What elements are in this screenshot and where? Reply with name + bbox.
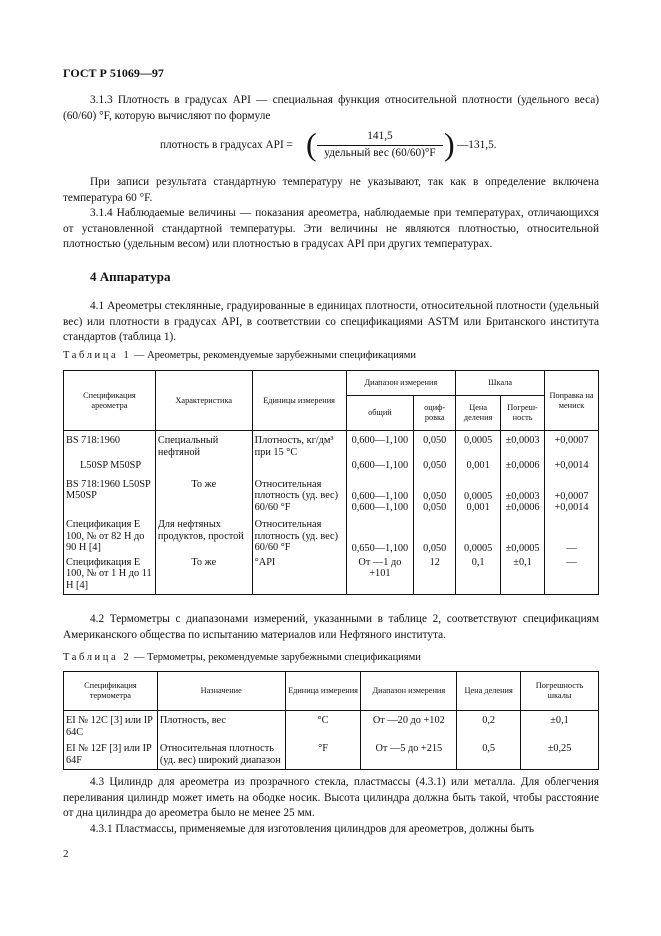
paragraph-3-1-4: 3.1.4 Наблюдаемые величины — показания ареометра, наблюдаемые при температурах, отличающихся от установленной стандартной температуры. Эти величины не являются плотностью, относительной плотностью (удельным весом) или плотностью в градусах API при других температурах. [63, 207, 599, 251]
cell-div: 0,0005 [456, 515, 501, 556]
cell-div: 0,0005 [456, 431, 501, 460]
formula-left-paren: ( [306, 126, 317, 162]
th-characteristic: Характеристика [155, 371, 252, 431]
cell-corr: +0,0007 [545, 431, 599, 460]
document-header: ГОСТ Р 51069—97 [63, 66, 164, 80]
cell-spec: BS 718:1960 [64, 431, 156, 460]
cell-spec: Спецификация Е 100, № от 82 Н до 90 Н [4] [64, 515, 156, 556]
cell-unit: °F [285, 739, 361, 770]
cell-spec: EI № 12С [3] или IP 64С [64, 711, 158, 740]
cell-units [252, 459, 346, 473]
cell-purpose: Плотность, вес [157, 711, 285, 740]
formula-tail: —131,5. [457, 139, 497, 151]
cell-corr: +0,0014 [545, 459, 599, 473]
paragraph-4-3: 4.3 Цилиндр для ареометра из прозрачного стекла, пластмассы (4.3.1) или металла. Для облегчения переливания цилиндр может иметь на ободке носик. Высота цилиндра должна быть такой, чтобы расстояние от дна цилиндра до ареометра было не менее 25 мм. [63, 776, 599, 820]
cell-corr: — [545, 515, 599, 556]
th-correction: Поправка на мениск [545, 371, 599, 431]
paragraph-3-1-3: 3.1.3 Плотность в градусах API — специальная функция относительной плотности (удельного веса) (60/60) °F, которую вычисляют по формуле [63, 94, 599, 122]
formula-right-paren: ) [444, 126, 455, 162]
cell-corr: +0,0007 +0,0014 [545, 473, 599, 515]
cell-total: 0,650—1,100 [346, 515, 414, 556]
table-row [64, 711, 599, 740]
th-unit: Единица измерения [285, 672, 361, 711]
th-purpose: Назначение [157, 672, 285, 711]
table1-caption-text: — Ареометры, рекомендуемые зарубежными спецификациями [131, 350, 416, 361]
cell-range: От —5 до +215 [361, 739, 457, 770]
paragraph-4-2: 4.2 Термометры с диапазонами измерений, указанными в таблице 2, соответствуют спецификациям Американского общества по испытанию материалов или Нефтяного института. [63, 613, 599, 641]
cell-units: Относительная плотность (уд. вес) 60/60 °F [252, 515, 346, 556]
table1-caption-prefix: Таблица 1 [63, 350, 132, 361]
cell-range: От —20 до +102 [361, 711, 457, 740]
cell-corr: — [545, 556, 599, 595]
page-number: 2 [63, 848, 69, 860]
th-range-figure: оциф-ровка [414, 396, 456, 431]
cell-fig: 0,050 [414, 431, 456, 460]
th-spec: Спецификация ареометра [64, 371, 156, 431]
cell-div: 0,001 [456, 459, 501, 473]
cell-char: То же [155, 556, 252, 595]
table-row [64, 556, 599, 595]
table-1-areometers [63, 370, 599, 595]
cell-div: 0,0005 0,001 [456, 473, 501, 515]
paragraph-4-1: 4.1 Ареометры стеклянные, градуированные в единицах плотности, относительной плотности (удельный вес) или плотности в градусах API, в соответствии со спецификациями ASTM или Британского института стандартов (таблица 1). [63, 300, 599, 344]
cell-error: ±0,1 [521, 711, 599, 740]
th-range: Диапазон измерения [361, 672, 457, 711]
table-2-thermometers [63, 671, 599, 770]
cell-spec: Спецификация Е 100, № от 1 Н до 11 Н [4] [64, 556, 156, 595]
th-scale-error: Погреш-ность [501, 396, 545, 431]
fraction-bar [317, 145, 443, 146]
paragraph-4-3-1: 4.3.1 Пластмассы, применяемые для изготовления цилиндров для ареометров, должны быть [90, 823, 535, 835]
cell-char: То же [155, 473, 252, 515]
th-scale-division: Цена деления [456, 396, 501, 431]
table1-header-row [64, 371, 599, 396]
th-error: Погрешность шкалы [521, 672, 599, 711]
cell-purpose: Относительная плотность (уд. вес) широкий диапазон [157, 739, 285, 770]
cell-unit: °С [285, 711, 361, 740]
cell-err: ±0,0003 [501, 431, 545, 460]
cell-fig: 0,050 0,050 [414, 473, 456, 515]
table-row [64, 473, 599, 515]
table2-caption-prefix: Таблица 2 [63, 652, 132, 663]
cell-total: От —1 до +101 [346, 556, 414, 595]
cell-error: ±0,25 [521, 739, 599, 770]
formula-denominator: удельный вес (60/60)°F [324, 147, 436, 159]
th-range: Диапазон измерения [346, 371, 456, 396]
cell-fig: 0,050 [414, 459, 456, 473]
cell-err: ±0,1 [501, 556, 545, 595]
th-units: Единицы измерения [252, 371, 346, 431]
cell-spec: BS 718:1960 L50SP M50SP [64, 473, 156, 515]
cell-units: Относительная плотность (уд. вес) 60/60 °F [252, 473, 346, 515]
formula-label: плотность в градусах API = [160, 139, 293, 151]
cell-spec: L50SP M50SP [64, 459, 156, 473]
table2-caption [63, 652, 421, 663]
cell-err: ±0,0006 [501, 459, 545, 473]
cell-char [155, 459, 252, 473]
cell-total: 0,600—1,100 [346, 431, 414, 460]
cell-div: 0,1 [456, 556, 501, 595]
cell-total: 0,600—1,100 0,600—1,100 [346, 473, 414, 515]
cell-division: 0,5 [457, 739, 521, 770]
table2-header-row [64, 672, 599, 711]
cell-fig: 0,050 [414, 515, 456, 556]
cell-total: 0,600—1,100 [346, 459, 414, 473]
cell-units: Плотность, кг/дм³ при 15 °С [252, 431, 346, 460]
cell-units: °API [252, 556, 346, 595]
table-row [64, 431, 599, 460]
formula-numerator: 141,5 [367, 130, 393, 142]
th-division: Цена деления [457, 672, 521, 711]
th-spec: Спецификация термометра [64, 672, 158, 711]
cell-division: 0,2 [457, 711, 521, 740]
cell-char: Для нефтяных продуктов, простой [155, 515, 252, 556]
cell-fig: 12 [414, 556, 456, 595]
cell-char: Специальный нефтяной [155, 431, 252, 460]
paragraph-note: При записи результата стандартную температуру не указывают, так как в определение включена температура 60 °F. [63, 176, 599, 204]
table1-caption [63, 350, 416, 361]
section-heading-4: 4 Аппаратура [90, 269, 171, 284]
table2-caption-text: — Термометры, рекомендуемые зарубежными спецификациями [131, 652, 421, 663]
cell-err: ±0,0005 [501, 515, 545, 556]
th-range-total: общий [346, 396, 414, 431]
table-row [64, 739, 599, 770]
cell-spec: EI № 12F [3] или IP 64F [64, 739, 158, 770]
table-row [64, 459, 599, 473]
cell-err: ±0,0003 ±0,0006 [501, 473, 545, 515]
th-scale: Шкала [456, 371, 545, 396]
table-row [64, 515, 599, 556]
